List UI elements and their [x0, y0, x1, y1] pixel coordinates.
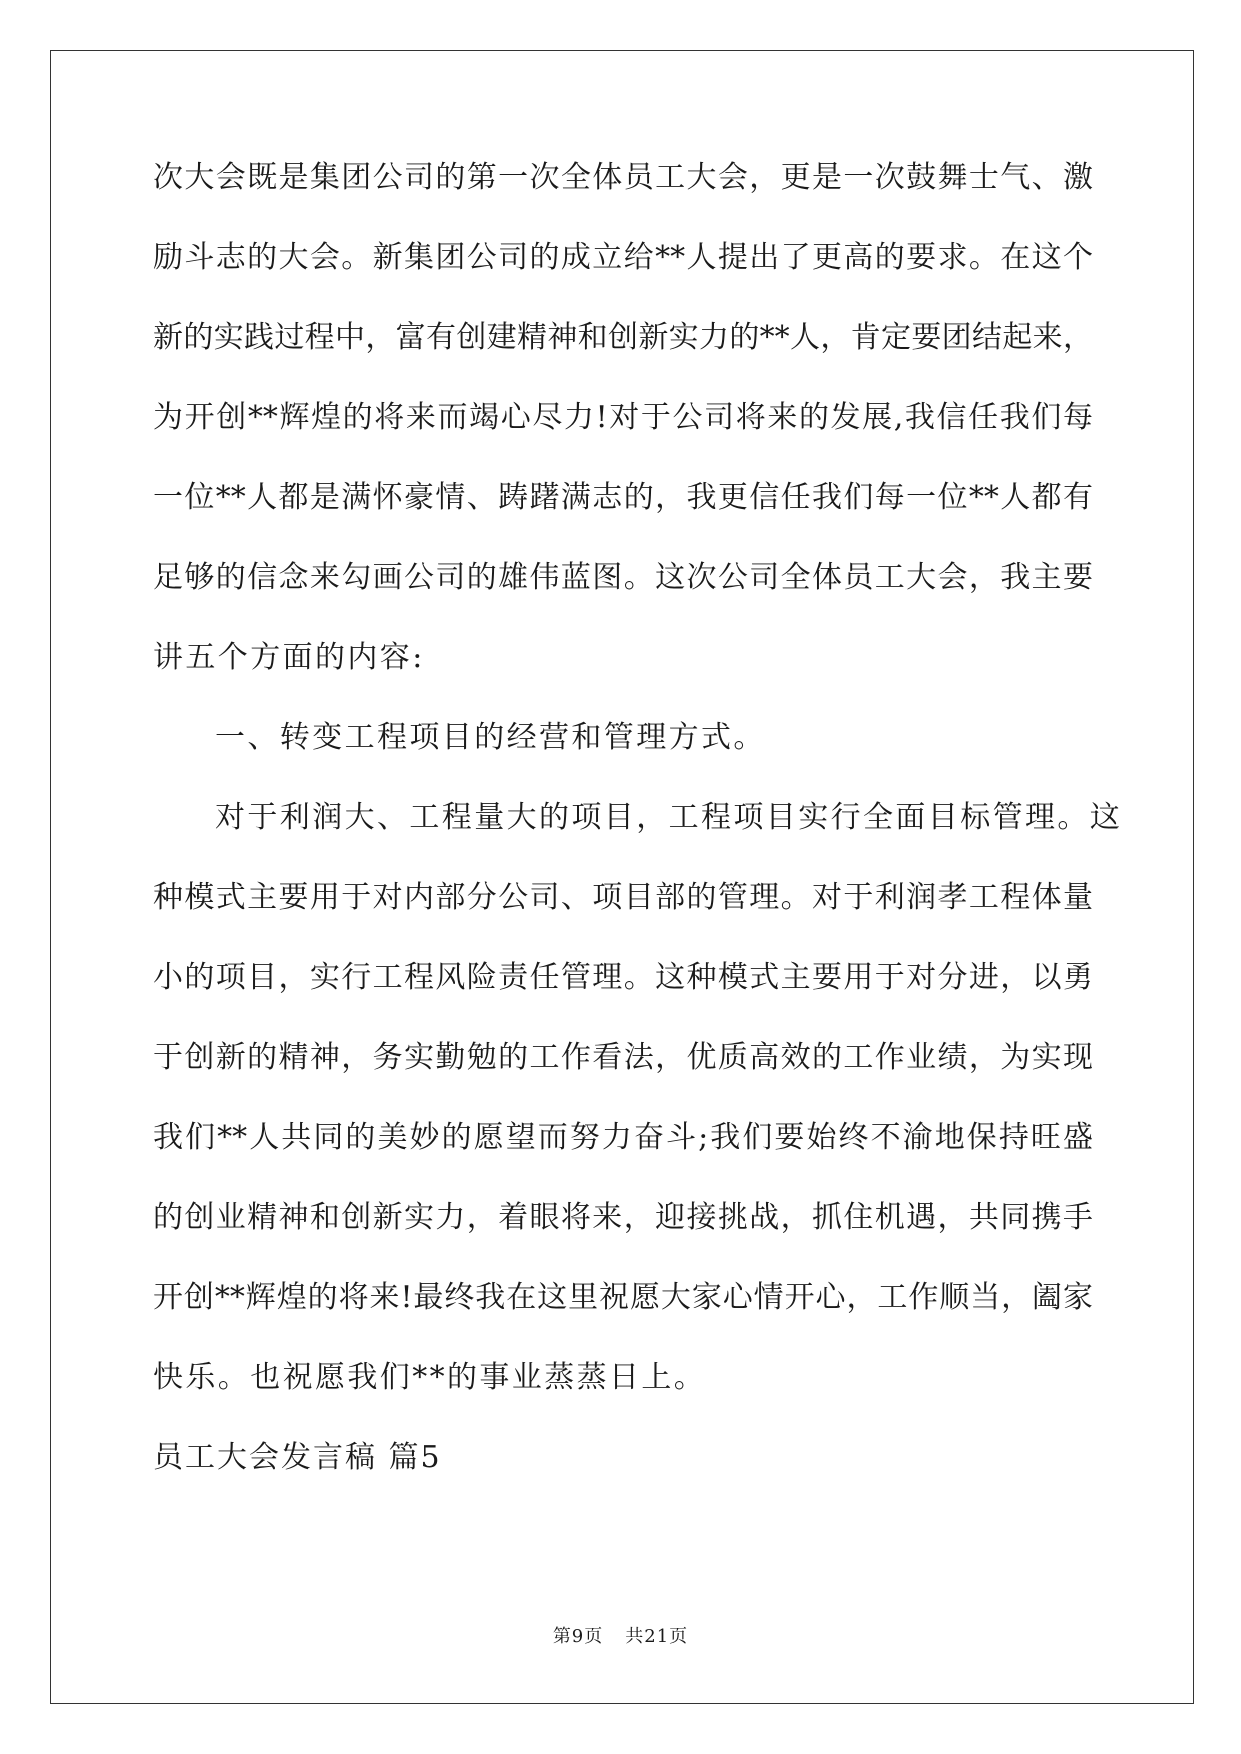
paragraph-line: 足够的信念来勾画公司的雄伟蓝图。这次公司全体员工大会，我主要 — [153, 560, 1093, 595]
page-total: 共21页 — [625, 1626, 689, 1647]
paragraph-line: 于创新的精神，务实勤勉的工作看法，优质高效的工作业绩，为实现 — [153, 1040, 1093, 1075]
paragraph-line: 的创业精神和创新实力，着眼将来，迎接挑战，抓住机遇，共同携手 — [153, 1200, 1093, 1235]
section-heading: 员工大会发言稿 篇5 — [153, 1440, 442, 1475]
paragraph-line: 我们**人共同的美妙的愿望而努力奋斗;我们要始终不渝地保持旺盛 — [153, 1120, 1093, 1155]
page-number: 第9页 — [552, 1626, 604, 1647]
paragraph-line: 励斗志的大会。新集团公司的成立给**人提出了更高的要求。在这个 — [153, 240, 1093, 275]
document-body — [153, 158, 1123, 1478]
paragraph-line: 开创**辉煌的将来!最终我在这里祝愿大家心情开心，工作顺当，阖家 — [153, 1280, 1093, 1315]
paragraph-line: 新的实践过程中，富有创建精神和创新实力的**人，肯定要团结起来， — [153, 320, 1093, 355]
paragraph-line: 快乐。也祝愿我们**的事业蒸蒸日上。 — [153, 1360, 707, 1395]
paragraph-line: 次大会既是集团公司的第一次全体员工大会，更是一次鼓舞士气、激 — [153, 160, 1093, 195]
paragraph-line: 种模式主要用于对内部分公司、项目部的管理。对于利润孝工程体量 — [153, 880, 1093, 915]
page-footer — [0, 1622, 1241, 1648]
section-item-heading: 一、转变工程项目的经营和管理方式。 — [215, 720, 766, 755]
paragraph-line: 为开创**辉煌的将来而竭心尽力!对于公司将来的发展,我信任我们每 — [153, 400, 1093, 435]
paragraph-line: 小的项目，实行工程风险责任管理。这种模式主要用于对分进，以勇 — [153, 960, 1093, 995]
paragraph-line: 讲五个方面的内容: — [153, 640, 425, 675]
paragraph-line: 对于利润大、工程量大的项目，工程项目实行全面目标管理。这 — [215, 800, 1123, 835]
paragraph-line: 一位**人都是满怀豪情、踌躇满志的，我更信任我们每一位**人都有 — [153, 480, 1093, 515]
